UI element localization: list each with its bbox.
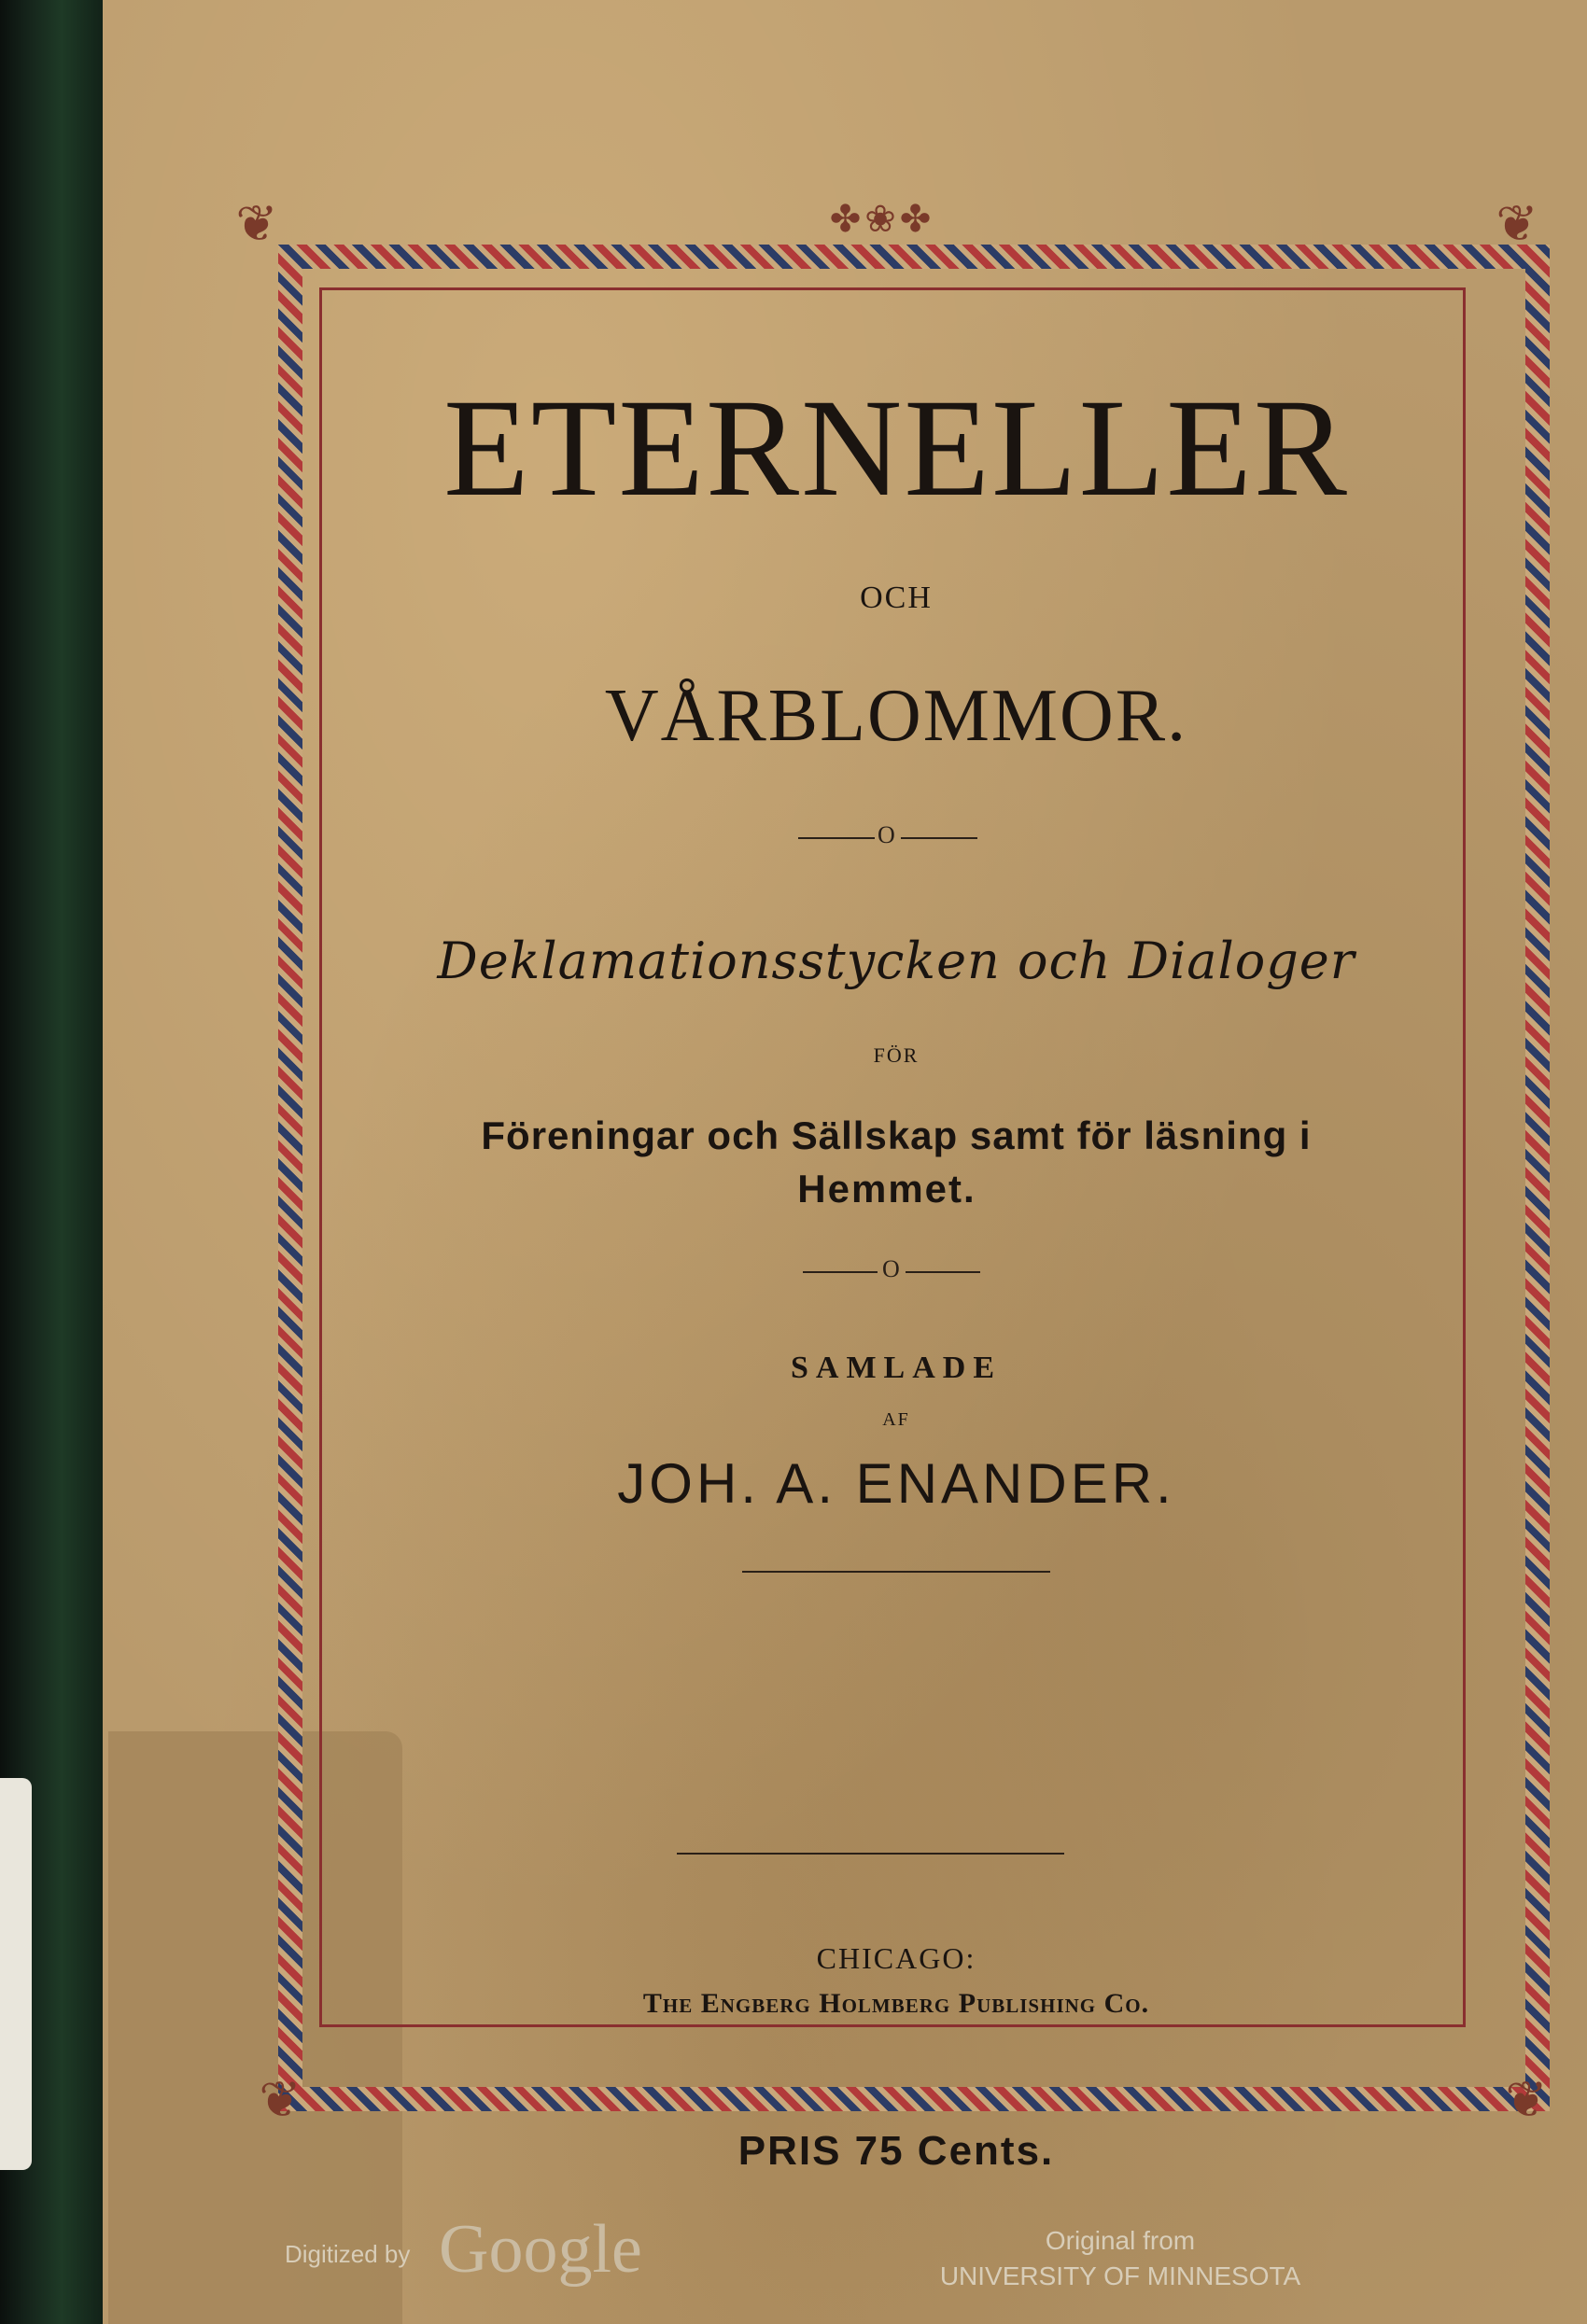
book-title-second: VÅRBLOMMOR. [604,675,1188,757]
book-title: ETERNELLER [443,371,1349,525]
ornamental-rule [742,1571,1050,1573]
digitized-by-text: Digitized by [285,2240,411,2268]
divider-rule [803,1271,878,1273]
spine-label-tag [0,1778,32,2170]
audience-line-1: Föreningar och Sällskap samt för läsning i [481,1113,1312,1157]
corner-ornament-icon: ❦ [235,196,278,252]
ornamental-rule [677,1853,1064,1855]
audience-line-2: Hemmet. [797,1167,976,1211]
institution-name: UNIVERSITY OF MINNESOTA [939,2261,1301,2290]
original-from-text [868,2223,1372,2294]
divider-mark: O [878,821,895,848]
divider-mark: O [882,1255,900,1282]
subtitle-for: FÖR [873,1043,920,1067]
divider-rule [901,837,977,839]
corner-ornament-icon: ❦ [1496,196,1538,252]
title-conjunction: OCH [860,581,933,615]
original-from-label: Original from [1045,2226,1196,2255]
divider-rule [798,837,875,839]
google-logo: Google [439,2211,642,2288]
publisher-name: The Engberg Holmberg Publishing Co. [642,1988,1150,2019]
compiled-label: SAMLADE [790,1351,1003,1385]
corner-ornament-icon: ❦ [259,2072,302,2128]
publisher-city: CHICAGO: [816,1941,976,1975]
by-label: AF [882,1409,910,1430]
top-center-ornament-icon: ✤❀✤ [829,198,935,240]
divider-rule [906,1271,980,1273]
book-subtitle: Deklamationsstycken och Dialoger [437,931,1355,990]
corner-ornament-icon: ❦ [1505,2072,1548,2128]
author-name: JOH. A. ENANDER. [617,1452,1175,1515]
price-label: PRIS 75 Cents. [737,2128,1055,2174]
